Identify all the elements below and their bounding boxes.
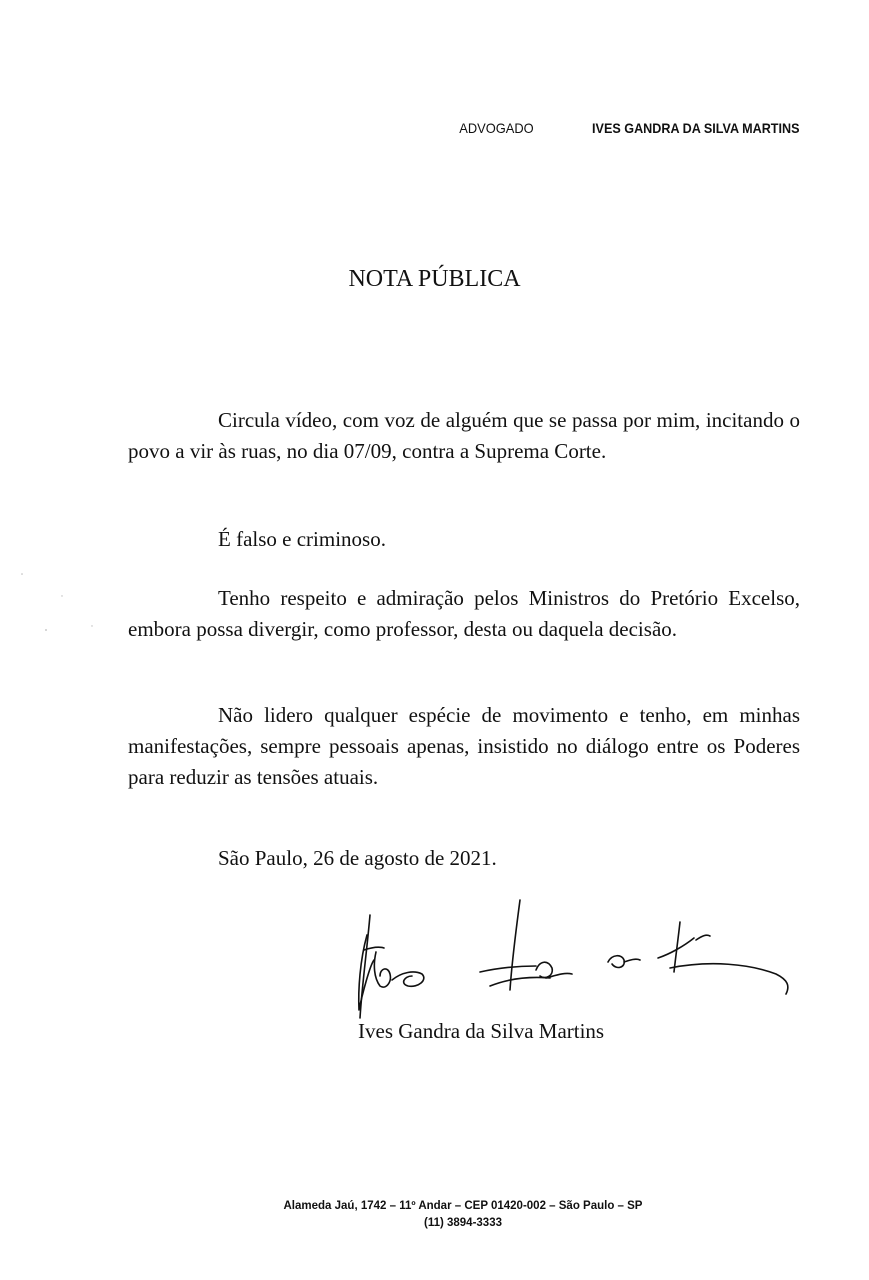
signer-name: Ives Gandra da Silva Martins <box>358 1019 605 1043</box>
letterhead-role: ADVOGADO <box>458 120 534 136</box>
paragraph-4-block <box>128 700 800 793</box>
letterhead <box>456 120 799 136</box>
letterhead-name: IVES GANDRA DA SILVA MARTINS <box>591 120 799 136</box>
document-title: NOTA PÚBLICA <box>348 266 521 292</box>
footer-address: Alameda Jaú, 1742 – 11º Andar – CEP 01420-002 – São Paulo – SP <box>283 1200 643 1212</box>
footer-phone: (11) 3894-3333 <box>423 1217 502 1229</box>
paragraph-2-block <box>128 524 800 555</box>
paragraph-3-block <box>128 583 800 645</box>
paragraph-4: Não lidero qualquer espécie de movimento e tenho, em minhas manifestações, sempre pessoais apenas, insistido no diálogo entre os Poderes para reduzir as tensões atuais. <box>128 703 800 789</box>
footer <box>0 1198 869 1232</box>
paragraph-2: É falso e criminoso. <box>218 527 386 551</box>
scan-specks <box>10 560 110 640</box>
place-date: São Paulo, 26 de agosto de 2021. <box>218 846 497 870</box>
handwritten-signature <box>340 890 800 1030</box>
paragraph-3: Tenho respeito e admiração pelos Ministros do Pretório Excelso, embora possa divergir, como professor, desta ou daquela decisão. <box>128 586 800 641</box>
paragraph-1-block <box>128 405 800 467</box>
paragraph-1: Circula vídeo, com voz de alguém que se passa por mim, incitando o povo a vir às ruas, no dia 07/09, contra a Suprema Corte. <box>128 408 800 463</box>
